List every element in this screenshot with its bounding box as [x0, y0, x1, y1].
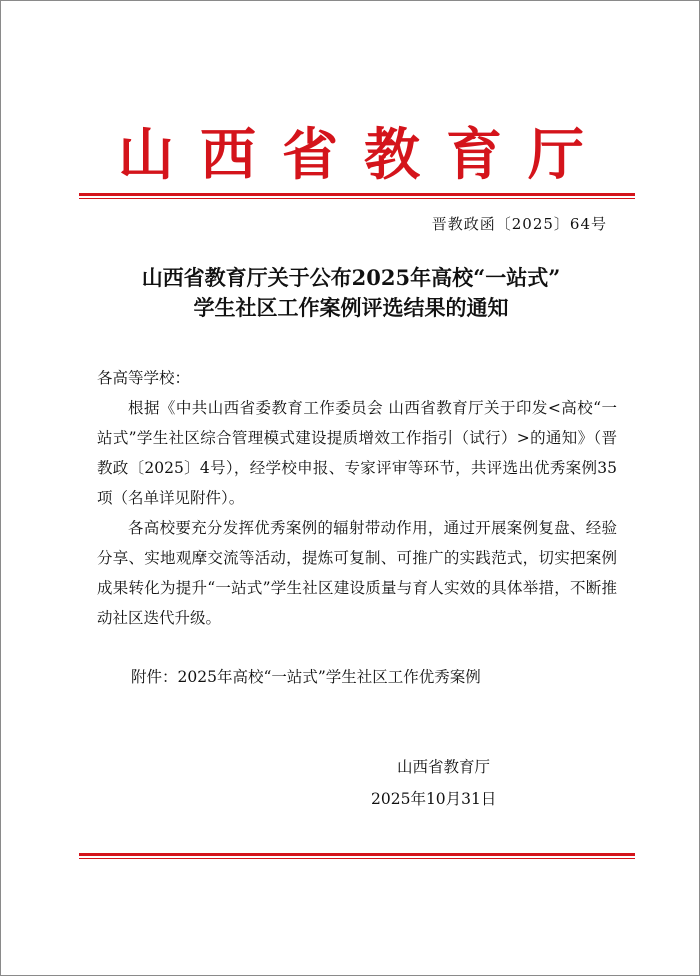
rule-thick-line	[79, 853, 635, 856]
footer-red-rule	[79, 853, 635, 859]
title-line-1: 山西省教育厅关于公布2025年高校“一站式”	[141, 265, 561, 290]
body-paragraph-1: 根据《中共山西省委教育工作委员会 山西省教育厅关于印发<高校“一站式”学生社区综合管理模式建设提质增效工作指引（试行）>的通知》（晋教政〔2025〕4号），经学校申报、专家评审等环节，共评选出优秀案例35项（名单详见附件）。	[97, 399, 617, 507]
rule-thin-line	[79, 858, 635, 859]
title-line-2: 学生社区工作案例评选结果的通知	[193, 295, 509, 320]
document-title	[81, 263, 621, 323]
rule-thick-line	[79, 193, 635, 196]
rule-thin-line	[79, 198, 635, 199]
document-number: 晋教政函〔2025〕64号	[431, 215, 607, 233]
salutation: 各高等学校：	[97, 369, 191, 387]
masthead-red-rule	[79, 193, 635, 199]
masthead-title: 山西省教育厅	[118, 122, 610, 188]
issue-date: 2025年10月31日	[371, 790, 497, 808]
attachment-note: 附件：2025年高校“一站式”学生社区工作优秀案例	[131, 668, 481, 686]
signer-organization: 山西省教育厅	[397, 758, 491, 776]
body-paragraph-2: 各高校要充分发挥优秀案例的辐射带动作用，通过开展案例复盘、经验分享、实地观摩交流等活动，提炼可复制、可推广的实践范式，切实把案例成果转化为提升“一站式”学生社区建设质量与育人实效的具体举措，不断推动社区迭代升级。	[97, 519, 617, 627]
document-body	[97, 363, 617, 633]
